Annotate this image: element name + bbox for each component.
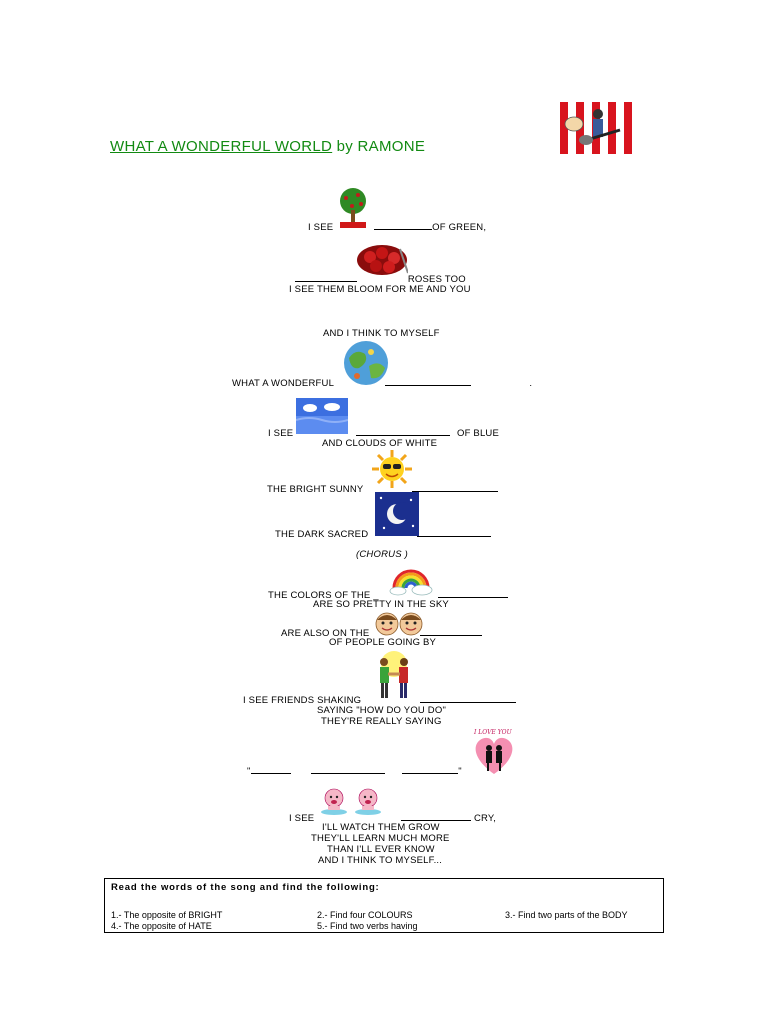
exercise-heading: Read the words of the song and find the following: [111, 882, 380, 893]
lyric-line-1: I SEE OF GREEN, [308, 222, 487, 233]
lyric-line-3: I SEE THEM BLOOM FOR ME AND YOU [289, 284, 471, 295]
lyric-line-17: " " [247, 766, 462, 777]
ramones-logo-image [560, 102, 632, 154]
lyric-line-5: WHAT A WONDERFUL . [232, 378, 533, 389]
lyric-line-4: AND I THINK TO MYSELF [323, 328, 440, 339]
love-label: I LOVE YOU [474, 729, 512, 736]
answer-blank[interactable] [356, 426, 450, 436]
lyric-line-9: THE DARK SACRED [275, 527, 491, 540]
lyric-line-20: THEY'LL LEARN MUCH MORE [311, 833, 450, 844]
lyric-line-6: I SEE OF BLUE [268, 428, 500, 439]
question-3: 3.- Find two parts of the BODY [505, 910, 628, 920]
lyric-line-14: I SEE FRIENDS SHAKING [243, 693, 516, 706]
lyric-line-15: SAYING "HOW DO YOU DO" [317, 705, 447, 716]
page-title [110, 138, 425, 155]
lyric-line-19: I'LL WATCH THEM GROW [322, 822, 440, 833]
answer-blank[interactable] [295, 272, 357, 282]
lyric-line-12: ARE ALSO ON THE [281, 626, 482, 639]
lyric-line-13: OF PEOPLE GOING BY [329, 637, 437, 648]
exercise-box [104, 878, 664, 933]
answer-blank[interactable] [420, 693, 516, 703]
answer-blank[interactable] [401, 811, 471, 821]
question-2: 2.- Find four COLOURS [317, 910, 413, 920]
answer-blank[interactable] [412, 482, 498, 492]
answer-blank[interactable] [385, 376, 471, 386]
lyric-line-11: ARE SO PRETTY IN THE SKY [313, 599, 449, 610]
lyric-line-21: THAN I'LL EVER KNOW [327, 844, 435, 855]
answer-blank[interactable] [420, 626, 482, 636]
lyric-line-18: I SEE CRY, [289, 813, 497, 824]
lyric-line-2: ROSES TOO [295, 272, 466, 285]
chorus-label: (CHORUS ) [356, 549, 408, 560]
love-heart-image [470, 726, 518, 778]
lyric-line-8: THE BRIGHT SUNNY [267, 482, 498, 495]
answer-blank[interactable] [438, 588, 508, 598]
question-5: 5.- Find two verbs having [317, 921, 418, 931]
answer-blank[interactable] [311, 764, 385, 774]
lyric-line-7: AND CLOUDS OF WHITE [322, 438, 438, 449]
question-1: 1.- The opposite of BRIGHT [111, 910, 223, 920]
question-4: 4.- The opposite of HATE [111, 921, 212, 931]
song-title: WHAT A WONDERFUL WORLD [110, 138, 333, 155]
song-artist: by RAMONE [336, 138, 426, 155]
lyric-line-10: THE COLORS OF THE _ [268, 588, 508, 601]
lyric-line-16: THEY'RE REALLY SAYING [321, 716, 442, 727]
answer-blank[interactable] [374, 220, 432, 230]
answer-blank[interactable] [417, 527, 491, 537]
answer-blank[interactable] [251, 764, 291, 774]
answer-blank[interactable] [402, 764, 458, 774]
lyric-line-22: AND I THINK TO MYSELF... [318, 855, 443, 866]
